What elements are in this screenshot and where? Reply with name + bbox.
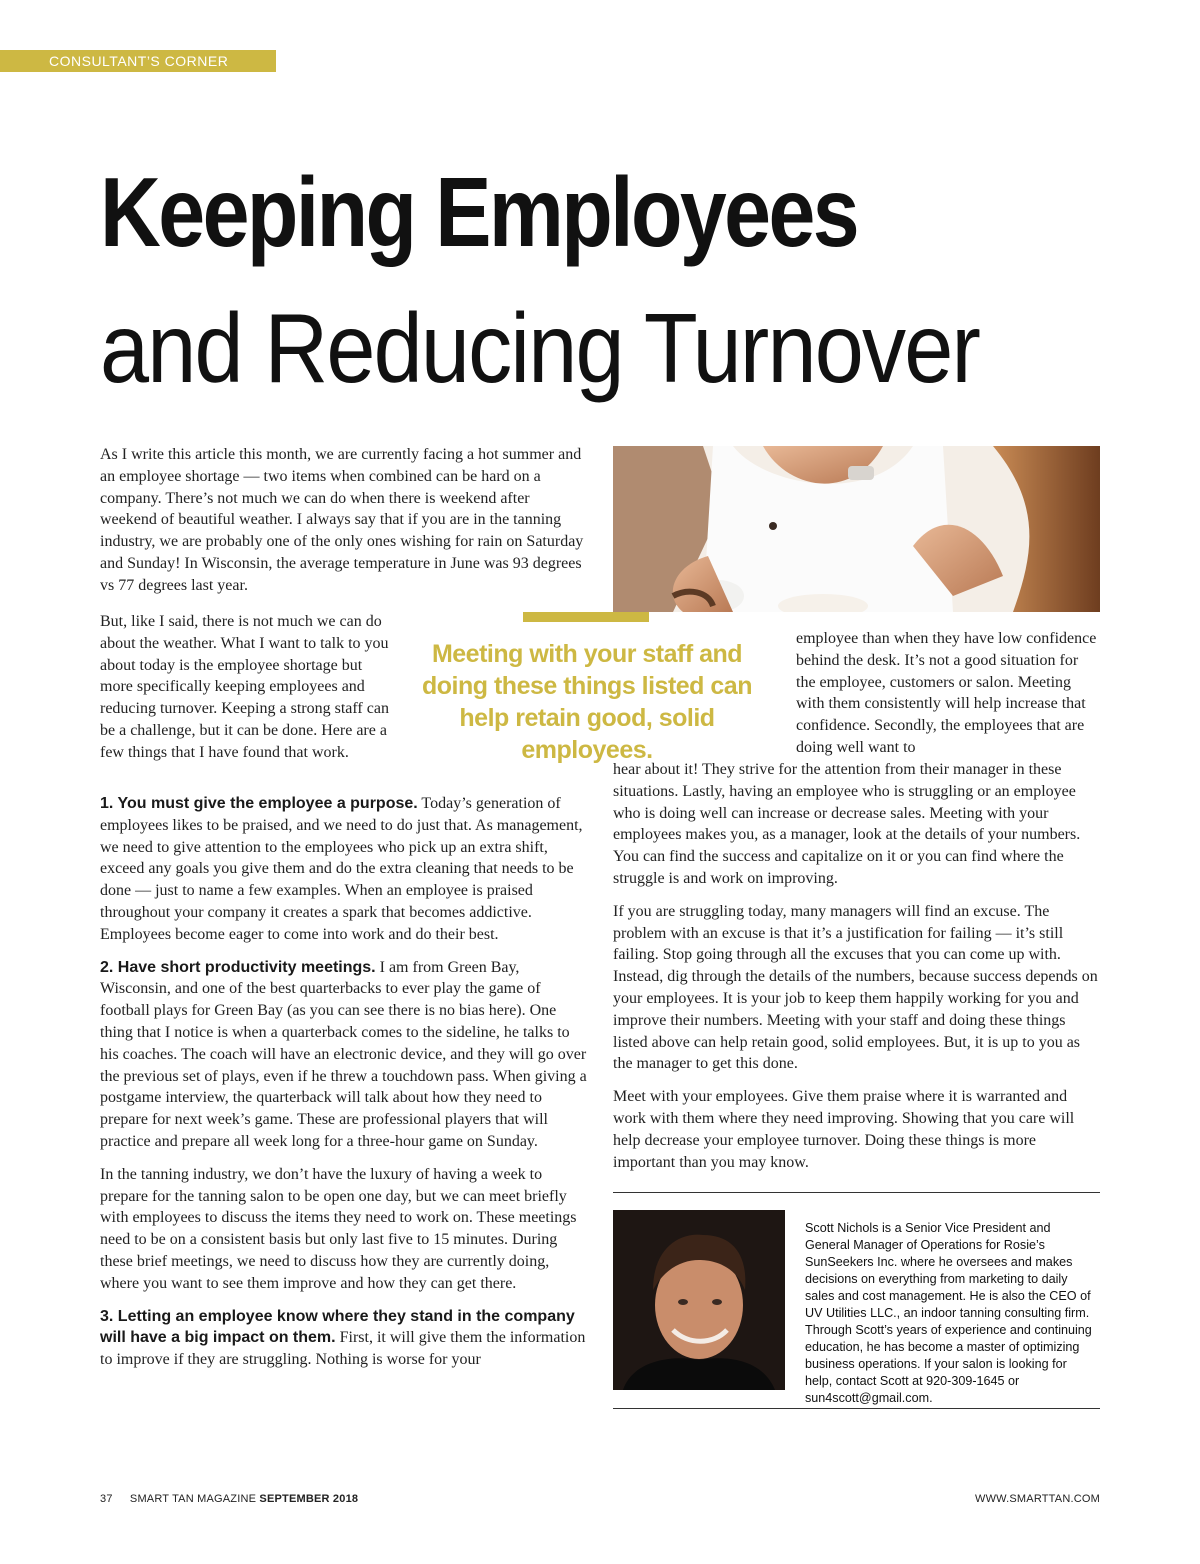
- point-1-text: Today’s generation of employees likes to be praised, and we need to do just that. As management, we need to give attention to the employees who pick up an extra shift, exceed any goals you give them and do the extra cleaning that needs to be done — just to name a few examples. When an employee is praised throughout your company it creates a spark that becomes addictive. Employees become eager to come into work and do their best.: [100, 795, 583, 943]
- pull-quote-accent-bar: [523, 612, 649, 622]
- right-paragraph-1: hear about it! They strive for the attention from their manager in these situations. Lastly, having an employee who is struggling or an employee who is doing well can increase or decrease sales. Meeting with your employees makes you, as a manager, look at the details of your numbers. You can find the success and capitalize on it or you can find where the struggle is and work on improving.: [613, 761, 1081, 887]
- magazine-name: SMART TAN MAGAZINE: [129, 1493, 257, 1505]
- photo-illustration: [613, 446, 1100, 612]
- point-2-lead: 2. Have short productivity meetings.: [100, 958, 376, 976]
- intro-paragraph-1: As I write this article this month, we are currently facing a hot summer and an employee shortage — two items when combined can be hard on a company. There’s not much we can do when there is weekend after weekend of beautiful weather. I always say that if you are in the tanning industry, we are probably one of the only ones wishing for rain on Saturday and Sunday! In Wisconsin, the average temperature in June was 93 degrees vs 77 degrees last year.: [100, 446, 584, 594]
- right-column-narrow-text: employee than when they have low confidence behind the desk. It’s not a good situation for the employee, customers or salon. Meeting with them consistently will help increase that confidence. Secondly, the employees that are doing well want to: [796, 630, 1097, 756]
- page-number: 37: [100, 1493, 113, 1505]
- footer-left: [100, 1493, 358, 1505]
- section-tag: CONSULTANT’S CORNER: [0, 50, 276, 72]
- intro-paragraph-2: But, like I said, there is not much we can do about the weather. What I want to talk to you about today is the employee shortage but more specifically keeping employees and reducing turnover. Keeping a strong staff can be a challenge, but it can be done. Here are a few things that I have found that work.: [100, 613, 389, 761]
- issue-date: SEPTEMBER 2018: [259, 1493, 359, 1505]
- point-2-continued-text: In the tanning industry, we don’t have the luxury of having a week to prepare for the tanning salon to be open one day, but we can meet briefly with employees to discuss the items they need to work on. These meetings need to be on a consistent basis but only last five to 15 minutes. During these brief meetings, we need to discuss how they are currently doing, where you want to see them improve and how they can get there.: [100, 1165, 577, 1292]
- bio-divider-top: [613, 1192, 1100, 1193]
- point-1-lead: 1. You must give the employee a purpose.: [100, 795, 418, 812]
- point-1: [100, 793, 590, 946]
- author-bio: Scott Nichols is a Senior Vice President and General Manager of Operations for Rosie’s SunSeekers Inc. where he oversees and makes decisions on everything from marketing to daily sales and cost management. He is also the CEO of UV Utilities LLC., an indoor tanning consulting firm. Through Scott’s years of experience and continuing education, he has become a master of optimizing business operations. If your salon is looking for help, contact Scott at 920-309-1645 or sun4scott@gmail.com.: [805, 1221, 1092, 1405]
- headline-line2: and Reducing Turnover: [100, 293, 980, 403]
- author-portrait: [613, 1210, 785, 1390]
- portrait-illustration: [613, 1210, 785, 1390]
- point-3-text: First, it will give them the information to improve if they are struggling. Nothing is worse for your: [100, 1329, 586, 1369]
- right-paragraph-3: Meet with your employees. Give them praise where it is warranted and work with them where they need improving. Showing that you care will help decrease your employee turnover. Doing these things is more important than you may know.: [613, 1088, 1075, 1171]
- point-3: [100, 1306, 590, 1371]
- right-column-main: [613, 759, 1100, 1184]
- point-2-text: I am from Green Bay, Wisconsin, and one of the best quarterbacks to ever play the game of football plays for Green Bay (as you can see there is no bias here). One thing that I notice is when a quarterback comes to the sideline, he talks to his coaches. The coach will have an electronic device, and they will go over the previous set of plays, even if he threw a touchdown pass. When giving a postgame interview, the quarterback will talk about how they need to prepare for next week’s game. These are professional players that will practice and prepare all week long for a three-hour game on Sunday.: [100, 958, 587, 1150]
- left-column-points: [100, 793, 590, 1382]
- website-url: WWW.SMARTTAN.COM: [974, 1493, 1100, 1505]
- point-2: [100, 957, 590, 1153]
- coffee-meeting-photo: [613, 446, 1100, 612]
- point-3-lead: 3. Letting an employee know where they stand in the company will have a big impact on them.: [100, 1307, 575, 1347]
- headline-line1: Keeping Employees: [100, 157, 858, 267]
- point-2-continued: [100, 1164, 590, 1295]
- pull-quote: Meeting with your staff and doing these things listed can help retain good, solid employees.: [422, 640, 752, 764]
- right-paragraph-2: If you are struggling today, many managers will find an excuse. The problem with an excuse is that it’s a justification for failing — it’s still failing. Stop going through all the excuses that you can come up with. Instead, dig through the details of the numbers, because success depends on your employees. It is your job to keep them happily working for you and improve their numbers. Meeting with your staff and doing these things listed above can help retain good, solid employees. But, it is up to you as the manager to get this done.: [613, 902, 1098, 1073]
- bio-divider-bottom: [613, 1408, 1100, 1409]
